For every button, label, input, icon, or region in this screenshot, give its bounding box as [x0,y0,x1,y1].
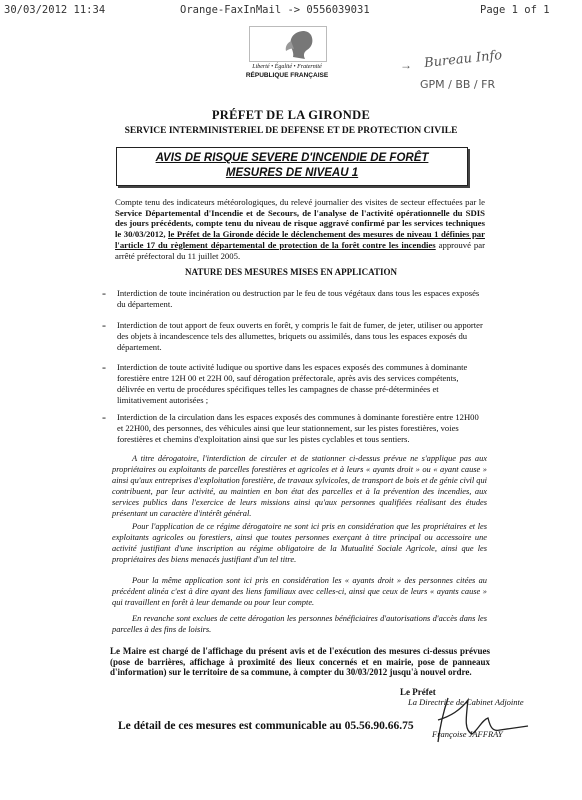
fax-header [0,2,582,18]
signature-directrice: La Directrice de Cabinet Adjointe [408,697,524,707]
marianne-emblem-icon [249,26,327,62]
signature-name: Françoise JAFFRAY [432,729,503,739]
intro-paragraph [115,197,485,261]
intro-part-3: le Préfet de la Gironde décide le déclenchement des mesures de niveau 1 définies par l'article 17 du règlement départemental de protection de la forêt contre les incendies [115,229,485,250]
republic-name: RÉPUBLIQUE FRANÇAISE [245,72,329,79]
avis-box [116,147,468,186]
handwritten-line-1: Bureau Info [423,47,503,72]
bullet-icon: - [102,360,106,374]
intro-part-1: Compte tenu des indicateurs météorologiques, du relevé journalier des visites de secteur effectuées par le [115,197,485,207]
handwritten-note [400,47,550,102]
republic-motto: Liberté • Égalité • Fraternité [252,64,322,70]
measure-item: Interdiction de la circulation dans les espaces exposés des communes à dominante forestière entre 12H00 et 22H00, des personnes, des véhicules ainsi que leur stationnement, sur les pistes forestières, voies forestières et chemins d'exploitation ainsi que sur les pistes cyclables et tous sentiers. [117,412,479,444]
marianne-profile-icon [283,29,319,61]
bullet-icon: - [102,286,106,300]
measure-item: Interdiction de toute activité ludique ou sportive dans les espaces exposés des communes à dominante forestière entre 12H 00 et 22H 00, sauf dérogation préfectorale, après avis des services compétents, délivrée en vertu de procédures spécifiques telles les campagnes de chasse pré-déterminées et limitativement autorisées ; [117,362,468,405]
bullet-icon: - [102,318,106,332]
measure-item: Interdiction de toute incinération ou destruction par le feu de tous végétaux dans tous les espaces exposés du département. [117,288,480,309]
maire-paragraph: Le Maire est chargé de l'affichage du présent avis et de l'exécution des mesures ci-dessus prévues (pose de barrières, affichage à proximité des lieux concernés et en mairie, pose de panneaux d'information) sur le territoire de sa commune, à compter du 30/03/2012 jusqu'à nouvel ordre. [110,646,490,678]
handwritten-signature-icon [418,690,548,750]
fax-page: Page 1 of 1 [480,4,550,16]
fax-sender: Orange-FaxInMail -> 0556039031 [180,4,370,16]
derogation-paragraph: Pour la même application sont ici pris en considération les « ayants droit » des personnes citées au précédent alinéa c'est à dire ayant des liens familiaux avec celles-ci, ainsi que ceux de leurs « ayants cause » qui travaillent en forêt à leur demande ou pour leur compte. [112,576,487,607]
avis-title: AVIS DE RISQUE SEVERE D'INCENDIE DE FORÊT [155,152,429,164]
intro-part-2: Service Départemental d'Incendie et de Secours, de l'analyse de l'activité opérationnelle du SDIS des jours précédents, compte tenu du niveau de risque aggravé confirmé par les services techniques le 30/03/2012, [115,207,485,240]
handwritten-line-2: GPM / BB / FR [420,78,496,91]
bullet-icon: - [102,410,106,424]
derogation-paragraph: A titre dérogatoire, l'interdiction de circuler et de stationner ci-dessus prévue ne s'applique pas aux propriétaires ou exploitants de parcelles forestières et agricoles et à leurs « ayants droit » ou « ayant cause » ainsi qu'aux entreprises d'exploitation forestière, de travaux sylvicoles, de transport de bois et de génie civil qui contribuent, par leur activité, au maintien en bon état des parcelles et à la prévention des incendies, aux services publics dans l'exercice de leurs missions ainsi qu'aux personnes qualifiées réalisant des études présentant un caractère d'intérêt général. [112,454,487,518]
republic-logo [237,26,337,86]
intro-part-4: approuvé par arrêté préfectoral du 11 juillet 2005. [115,239,485,261]
derogation-paragraph: Pour l'application de ce régime dérogatoire ne sont ici pris en considération que les propriétaires et les exploitants agricoles ou forestiers, ainsi que toutes personnes exerçant à titre principal ou accessoire une activité justifiant d'une inscription au régime obligatoire de la Mutualité Sociale Agricole, ainsi que les propriétaires des biens menacés justifiant d'un tel titre. [112,522,487,564]
measure-item: Interdiction de tout apport de feux ouverts en forêt, y compris le fait de fumer, de jeter, utiliser ou apporter des objets à incandescence tels des allumettes, briquets ou assimilés, dans tous les espaces exposés du département. [117,320,483,352]
nature-title: NATURE DES MESURES MISES EN APPLICATION [185,267,397,277]
detail-contact: Le détail de ces mesures est communicable au 05.56.90.66.75 [118,720,414,732]
arrow-icon: → [400,58,412,72]
fax-datetime: 30/03/2012 11:34 [4,4,106,16]
signature-prefet: Le Préfet [400,687,436,697]
service-title: SERVICE INTERMINISTERIEL DE DEFENSE ET DE PROTECTION CIVILE [124,126,458,136]
derogation-paragraph: En revanche sont exclues de cette dérogation les personnes bénéficiaires d'autorisations d'accès dans les parcelles à des fins de loisirs. [112,614,487,634]
prefet-title: PRÉFET DE LA GIRONDE [211,108,371,122]
avis-subtitle: MESURES DE NIVEAU 1 [225,167,359,179]
